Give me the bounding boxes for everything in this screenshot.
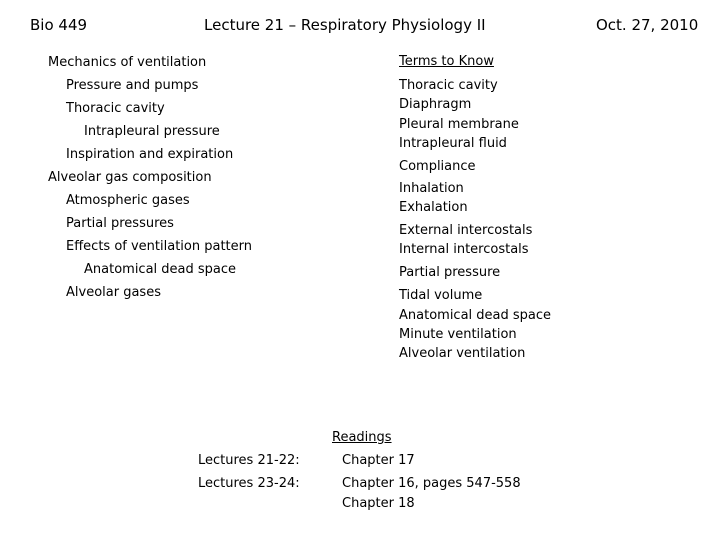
- term-item: Minute ventilation: [399, 327, 517, 342]
- outline-item: Alveolar gases: [66, 285, 161, 300]
- outline-item: Mechanics of ventilation: [48, 55, 207, 70]
- term-item: Compliance: [399, 159, 476, 174]
- outline-item: Inspiration and expiration: [66, 147, 234, 162]
- term-item: Inhalation: [399, 181, 464, 196]
- outline-item: Partial pressures: [66, 216, 174, 231]
- term-item: Partial pressure: [399, 265, 501, 280]
- outline-item: Atmospheric gases: [66, 193, 190, 208]
- outline-item: Thoracic cavity: [66, 101, 165, 116]
- readings-heading: Readings: [332, 430, 392, 445]
- lecture-date: Oct. 27, 2010: [596, 16, 699, 34]
- term-item: Thoracic cavity: [399, 78, 498, 93]
- term-item: Pleural membrane: [399, 117, 519, 132]
- reading-label: Lectures 21-22:: [198, 453, 300, 468]
- term-item: External intercostals: [399, 223, 533, 238]
- term-item: Anatomical dead space: [399, 308, 552, 323]
- outline-item: Effects of ventilation pattern: [66, 239, 252, 254]
- outline-item: Alveolar gas composition: [48, 170, 212, 185]
- lecture-title: Lecture 21 – Respiratory Physiology II: [204, 16, 486, 34]
- outline-item: Intrapleural pressure: [84, 124, 220, 139]
- term-item: Exhalation: [399, 200, 468, 215]
- term-item: Internal intercostals: [399, 242, 529, 257]
- term-item: Diaphragm: [399, 97, 472, 112]
- term-item: Alveolar ventilation: [399, 346, 526, 361]
- reading-label: Lectures 23-24:: [198, 476, 300, 491]
- outline-item: Pressure and pumps: [66, 78, 199, 93]
- reading-value: Chapter 18: [342, 496, 415, 511]
- reading-value: Chapter 16, pages 547-558: [342, 476, 521, 491]
- reading-value: Chapter 17: [342, 453, 415, 468]
- term-item: Intrapleural fluid: [399, 136, 507, 151]
- topic-outline: [48, 54, 252, 307]
- course-code: Bio 449: [30, 16, 88, 34]
- terms-heading: Terms to Know: [399, 54, 494, 69]
- terms-list: [399, 77, 551, 363]
- term-item: Tidal volume: [399, 288, 483, 303]
- outline-item: Anatomical dead space: [84, 262, 237, 277]
